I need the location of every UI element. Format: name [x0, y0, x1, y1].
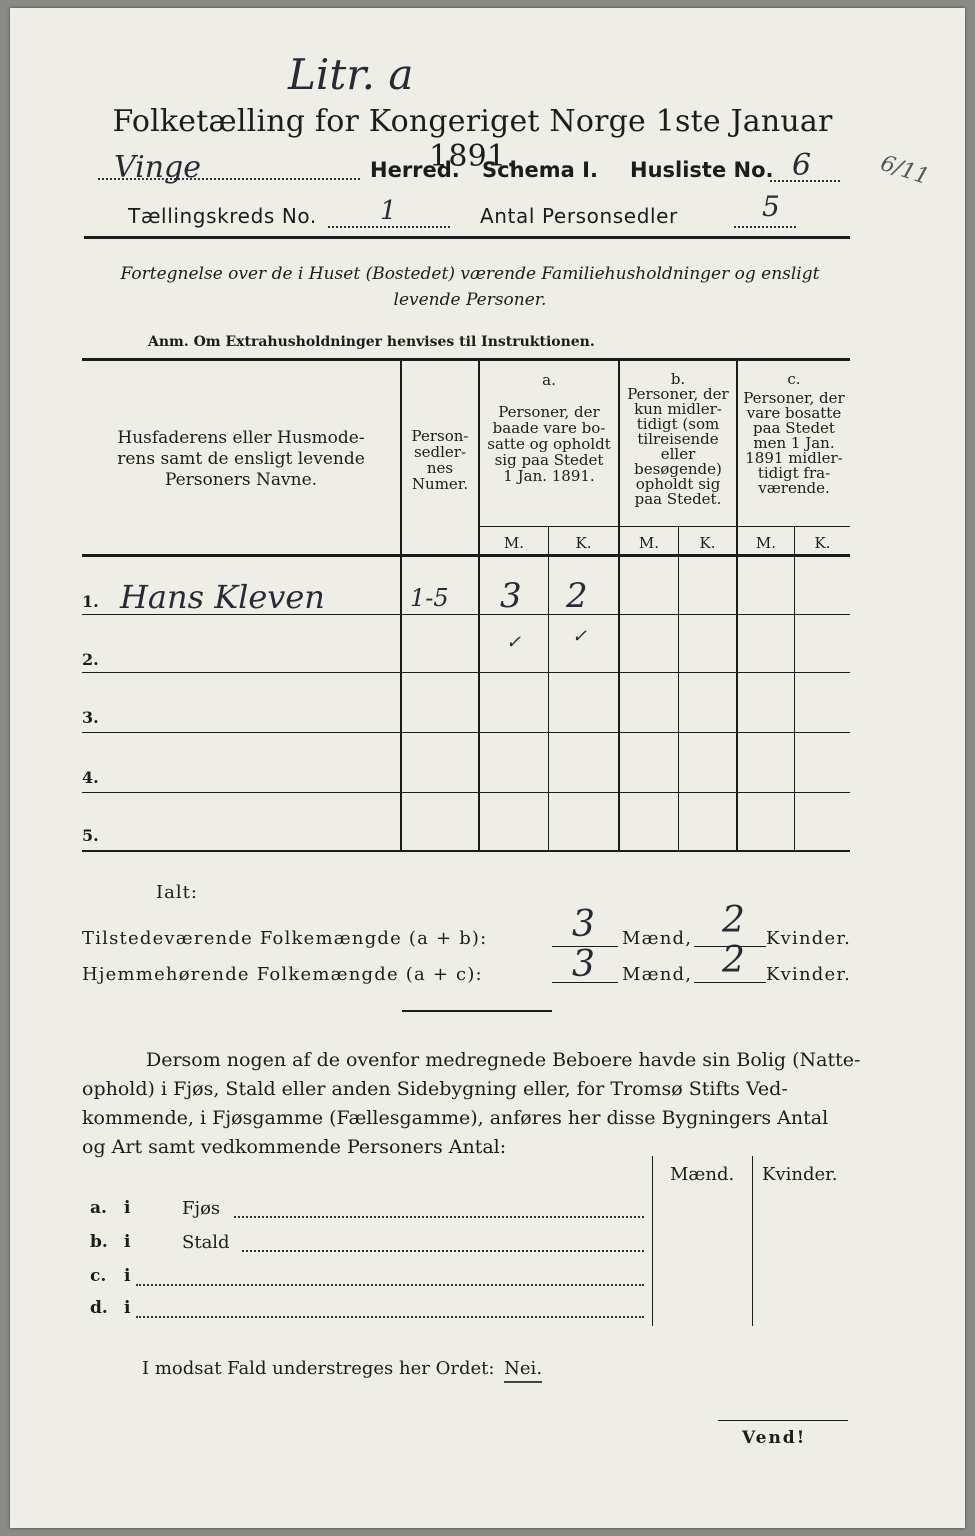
row-1-a-m: 3 [500, 576, 522, 616]
col-head-b-letter: b. [670, 370, 686, 388]
col-head-name-l3: Personers Navne. [164, 470, 318, 490]
intro-line-2: levende Personer. [393, 290, 547, 310]
buildings-col-divider-2 [752, 1156, 753, 1326]
col-head-name-l1: Husfaderens eller Husmode- [117, 428, 365, 448]
buildings-col-divider-1 [652, 1156, 653, 1326]
col-head-num [402, 428, 478, 492]
building-row-c [90, 1266, 646, 1292]
paragraph-line-1: Dersom nogen af de ovenfor medregnede Beboere havde sin Bolig (Natte- [146, 1049, 861, 1071]
row-1-number: 1. [82, 592, 99, 611]
tilstede-kvinder: Kvinder. [766, 928, 852, 949]
b-k-label: K. [699, 534, 716, 552]
vend-label: Vend! [742, 1428, 807, 1448]
row-5-number: 5. [82, 826, 99, 845]
col-head-a-l2: baade vare bo- [492, 419, 606, 437]
col-head-c-l4: men 1 Jan. [753, 434, 835, 452]
col-head-c-l2: vare bosatte [746, 404, 842, 422]
building-a-name: Fjøs [182, 1198, 221, 1219]
col-head-c [738, 372, 850, 496]
modsat-fald-word: Nei. [504, 1358, 542, 1383]
row-2-a-m-check: ✓ [506, 632, 522, 653]
handwritten-top-note: Litr. a [288, 50, 414, 99]
row-rule-4 [82, 792, 850, 793]
building-row-a [90, 1198, 646, 1224]
hjemme-maend: Mænd, [622, 964, 693, 985]
col-head-a-letter: a. [542, 371, 556, 389]
col-head-a [480, 372, 618, 484]
section-divider [402, 1010, 552, 1012]
col-head-b-l5: eller [660, 445, 696, 463]
margin-note-handwritten: 6/11 [877, 150, 933, 191]
row-3-number: 3. [82, 708, 99, 727]
tilstede-maend: Mænd, [622, 928, 693, 949]
col-head-c-letter: c. [787, 370, 801, 388]
header-rule [84, 236, 850, 239]
tilstede-m-handwritten: 3 [572, 904, 595, 945]
hjemme-kvinder: Kvinder. [766, 964, 852, 985]
husliste-no-handwritten: 6 [792, 148, 812, 183]
col-head-name-l2: rens samt de ensligt levende [117, 449, 365, 469]
building-c-letter: c. [90, 1266, 107, 1286]
col-head-b-l8: paa Stedet. [634, 490, 722, 508]
col-head-a-l1: Personer, der [498, 403, 600, 421]
col-head-a-l5: 1 Jan. 1891. [503, 467, 595, 485]
building-b-dots [242, 1250, 644, 1252]
row-1-a-k: 2 [566, 576, 588, 616]
building-a-prep: i [124, 1198, 131, 1218]
col-head-c-l7: værende. [758, 479, 830, 497]
antal-personsedler-handwritten: 5 [762, 190, 780, 223]
hjemme-k-handwritten: 2 [722, 940, 745, 981]
col-head-name [88, 428, 394, 491]
b-m-label: M. [638, 534, 660, 552]
anm-note: Anm. Om Extrahusholdninger henvises til Instruktionen. [148, 334, 595, 350]
col-head-b-l7: opholdt sig [635, 475, 721, 493]
col-head-num-l4: Numer. [411, 475, 469, 493]
paragraph-line-4: og Art samt vedkommende Personers Antal: [82, 1136, 507, 1158]
a-m-label: M. [503, 534, 525, 552]
vend-rule [718, 1420, 848, 1421]
tallingskreds-dotted-line [328, 226, 450, 228]
col-head-c-l6: tidigt fra- [757, 464, 831, 482]
col-head-b-l1: Personer, der [627, 385, 729, 403]
table-top-rule [82, 358, 850, 361]
c-m-label: M. [755, 534, 777, 552]
building-b-prep: i [124, 1232, 131, 1252]
col-head-c-l3: paa Stedet [753, 419, 835, 437]
row-2-number: 2. [82, 650, 99, 669]
intro-line-1: Fortegnelse over de i Huset (Bostedet) værende Familiehusholdninger og ensligt [120, 264, 820, 284]
paragraph-line-2: ophold) i Fjøs, Stald eller anden Sidebygning eller, for Tromsø Stifts Ved- [82, 1078, 788, 1100]
col-head-c-l1: Personer, der [743, 389, 845, 407]
modsat-fald-text: I modsat Fald understreges her Ordet: [142, 1358, 495, 1379]
building-a-letter: a. [90, 1198, 107, 1218]
col-head-num-l1: Person- [411, 427, 469, 445]
herred-name-handwritten: Vinge [114, 150, 202, 185]
col-head-num-l3: nes [426, 459, 454, 477]
hjemme-m-handwritten: 3 [572, 944, 595, 985]
building-d-prep: i [124, 1298, 131, 1318]
building-b-letter: b. [90, 1232, 108, 1252]
hjemme-label: Hjemmehørende Folkemængde (a + c): [82, 964, 483, 985]
col-head-num-l2: sedler- [413, 443, 467, 461]
row-rule-3 [82, 732, 850, 733]
building-c-prep: i [124, 1266, 131, 1286]
mk-divider-b [678, 526, 679, 852]
schema-label: Schema I. [482, 158, 598, 182]
building-d-dots [136, 1316, 644, 1318]
paragraph-line-3: kommende, i Fjøsgamme (Fællesgamme), anføres her disse Bygningers Antal [82, 1107, 829, 1129]
col-head-c-l5: 1891 midler- [745, 449, 843, 467]
table-bottom-rule [82, 850, 850, 852]
col-head-b-l2: kun midler- [634, 400, 722, 418]
col-head-b [620, 372, 736, 507]
col-head-b-l3: tidigt (som [636, 415, 720, 433]
col-head-b-l4: tilreisende [637, 430, 719, 448]
building-c-dots [136, 1284, 644, 1286]
row-rule-2 [82, 672, 850, 673]
row-1-persons: 1-5 [410, 584, 449, 612]
building-b-name: Stald [182, 1232, 230, 1253]
building-row-b [90, 1232, 646, 1258]
tilstede-k-handwritten: 2 [722, 900, 745, 941]
herred-label: Herred. [370, 158, 460, 182]
hjemme-k-line [694, 982, 766, 983]
c-k-label: K. [814, 534, 831, 552]
mk-divider-c [794, 526, 795, 852]
tilstede-label: Tilstedeværende Folkemængde (a + b): [82, 928, 488, 949]
building-d-letter: d. [90, 1298, 108, 1318]
modsat-fald-line [142, 1358, 542, 1379]
antal-dotted-line [734, 226, 796, 228]
buildings-maend-head: Mænd. [670, 1164, 735, 1185]
mk-divider-a [548, 526, 549, 852]
building-a-dots [234, 1216, 644, 1218]
row-1-name: Hans Kleven [120, 578, 325, 616]
col-head-a-l4: sig paa Stedet [494, 451, 604, 469]
col-head-b-l6: besøgende) [634, 460, 722, 478]
antal-personsedler-label: Antal Personsedler [480, 204, 678, 228]
table-header-rule [82, 554, 850, 557]
row-4-number: 4. [82, 768, 99, 787]
tallingskreds-no-handwritten: 1 [380, 196, 397, 226]
mk-top-rule [480, 526, 850, 527]
a-k-label: K. [575, 534, 592, 552]
row-2-a-k-check: ✓ [572, 626, 588, 647]
ialt-label: Ialt: [156, 882, 198, 903]
buildings-kvinder-head: Kvinder. [762, 1164, 838, 1185]
census-form-page [10, 8, 965, 1528]
building-row-d [90, 1298, 646, 1324]
col-head-a-l3: satte og opholdt [487, 435, 611, 453]
husliste-label: Husliste No. [630, 158, 774, 182]
tallingskreds-label: Tællingskreds No. [128, 204, 317, 228]
form-title: Folketælling for Kongeriget Norge 1ste Januar 1891. [112, 104, 833, 174]
